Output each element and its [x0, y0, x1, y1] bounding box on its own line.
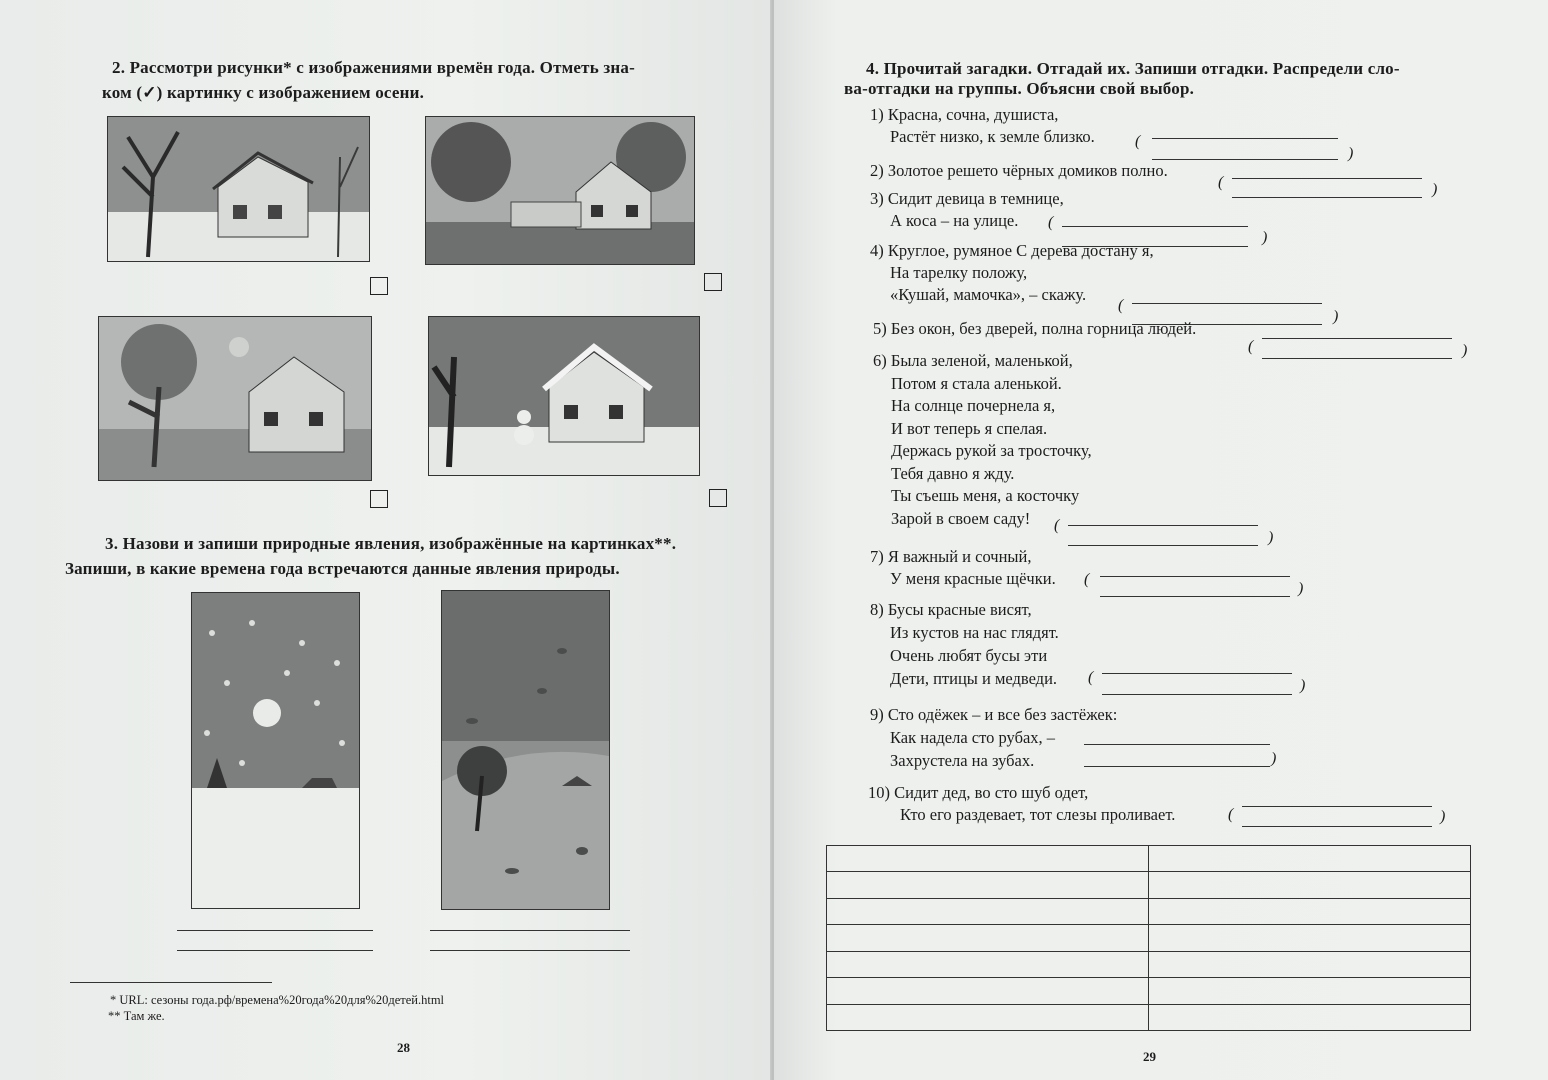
riddle-9-line-2: Как надела сто рубах, – [890, 728, 1056, 747]
answer-riddle-8b[interactable] [1102, 694, 1292, 695]
checkbox-picture-4[interactable] [709, 489, 727, 507]
riddle-2 [870, 160, 1168, 182]
paren-close-4: ) [1333, 308, 1339, 325]
answer-line-2a[interactable] [430, 930, 630, 931]
riddle-4-line-1: 4) Круглое, румяное С дерева достану я, [870, 241, 1154, 260]
paren-open-7: ( [1084, 571, 1090, 588]
riddle-3 [870, 188, 1064, 232]
riddle-6-line-8: Зарой в своем саду! [891, 508, 1031, 528]
riddle-10 [868, 782, 1175, 826]
riddle-1-line-2: Растёт низко, к земле близко. [890, 127, 1095, 146]
paren-open-10: ( [1228, 806, 1234, 823]
table-row [827, 872, 1471, 898]
answer-riddle-2a[interactable] [1232, 178, 1422, 179]
paren-open-1: ( [1135, 133, 1141, 150]
answer-riddle-9a[interactable] [1084, 744, 1270, 745]
paren-close-6: ) [1268, 529, 1274, 546]
riddle-9-line-1: 9) Сто одёжек – и все без застёжек: [870, 705, 1118, 724]
answer-riddle-2b[interactable] [1232, 197, 1422, 198]
task-2-line-1: 2. Рассмотри рисунки* с изображениями времён года. Отметь зна- [112, 58, 635, 77]
answer-riddle-7a[interactable] [1100, 576, 1290, 577]
table-cell[interactable] [1149, 978, 1471, 1004]
answer-riddle-4a[interactable] [1132, 303, 1322, 304]
table-cell[interactable] [1149, 925, 1471, 951]
table-cell[interactable] [1149, 951, 1471, 977]
table-cell[interactable] [827, 898, 1149, 924]
table-cell[interactable] [1149, 846, 1471, 872]
grouping-table [826, 845, 1471, 1031]
paren-open-8: ( [1088, 669, 1094, 686]
paren-close-10: ) [1440, 808, 1446, 825]
footnote-rule [70, 982, 272, 983]
picture-winter-house-2 [428, 316, 700, 476]
task-4-line-2: ва-отгадки на группы. Объясни свой выбор. [844, 79, 1195, 98]
answer-riddle-1a[interactable] [1152, 138, 1338, 139]
answer-line-1a[interactable] [177, 930, 373, 931]
table-cell[interactable] [827, 951, 1149, 977]
riddle-3-line-1: 3) Сидит девица в темнице, [870, 189, 1064, 208]
checkbox-picture-1[interactable] [370, 277, 388, 295]
task-2-title [102, 55, 732, 105]
paren-close-8: ) [1300, 677, 1306, 694]
paren-close-9: ) [1271, 750, 1277, 767]
table-cell[interactable] [1149, 872, 1471, 898]
picture-snowfall [191, 592, 360, 909]
table-cell[interactable] [827, 846, 1149, 872]
riddle-8-line-4: Дети, птицы и медведи. [890, 669, 1058, 688]
table-row [827, 951, 1471, 977]
riddle-10-line-1: 10) Сидит дед, во сто шуб одет, [868, 783, 1089, 802]
riddle-7-line-1: 7) Я важный и сочный, [870, 547, 1032, 566]
answer-riddle-6a[interactable] [1068, 525, 1258, 526]
riddle-9 [870, 703, 1117, 772]
answer-riddle-5b[interactable] [1262, 358, 1452, 359]
riddle-6-line-1: 6) Была зеленой, маленькой, [873, 351, 1073, 370]
paren-close-3: ) [1262, 229, 1268, 246]
table-row [827, 1004, 1471, 1030]
answer-line-2b[interactable] [430, 950, 630, 951]
picture-autumn-house [98, 316, 372, 481]
paren-open-4: ( [1118, 297, 1124, 314]
riddle-10-line-2: Кто его раздевает, тот слезы проливает. [900, 805, 1176, 824]
paren-open-2: ( [1218, 174, 1224, 191]
page-number-left: 28 [397, 1040, 410, 1055]
riddle-4-line-3: «Кушай, мамочка», – скажу. [890, 285, 1087, 304]
answer-riddle-7b[interactable] [1100, 596, 1290, 597]
page-left [0, 0, 772, 1080]
riddle-6 [873, 350, 1092, 530]
picture-winter-house-1 [107, 116, 370, 262]
table-row [827, 978, 1471, 1004]
task-3-line-2: Запиши, в какие времена года встречаются данные явления природы. [65, 559, 620, 578]
riddle-8-line-3: Очень любят бусы эти [890, 646, 1048, 665]
paren-close-5: ) [1462, 342, 1468, 359]
table-cell[interactable] [827, 1004, 1149, 1030]
answer-riddle-5a[interactable] [1262, 338, 1452, 339]
paren-open-5: ( [1248, 338, 1254, 355]
picture-summer-house [425, 116, 695, 265]
riddle-2-line-1: 2) Золотое решето чёрных домиков полно. [870, 161, 1168, 180]
riddle-6-line-6: Тебя давно я жду. [891, 463, 1015, 483]
riddle-8-line-1: 8) Бусы красные висят, [870, 600, 1032, 619]
answer-riddle-10a[interactable] [1242, 806, 1432, 807]
answer-riddle-9b[interactable] [1084, 766, 1270, 767]
answer-riddle-1b[interactable] [1152, 159, 1338, 160]
paren-open-6: ( [1054, 517, 1060, 534]
riddle-6-line-5: Держась рукой за тросточку, [891, 441, 1092, 460]
table-row [827, 925, 1471, 951]
answer-riddle-3a[interactable] [1062, 226, 1248, 227]
paren-close-7: ) [1298, 580, 1304, 597]
riddle-7 [870, 546, 1056, 590]
checkbox-picture-2[interactable] [704, 273, 722, 291]
task-3-title [65, 531, 745, 581]
footnote-1: * URL: сезоны года.рф/времена%20года%20для%20детей.html [110, 993, 445, 1007]
table-row [827, 846, 1471, 872]
riddle-8-line-2: Из кустов на нас глядят. [890, 623, 1059, 642]
task-4-line-1: 4. Прочитай загадки. Отгадай их. Запиши отгадки. Распредели сло- [866, 59, 1400, 78]
table-cell[interactable] [827, 872, 1149, 898]
riddle-5-line-1: 5) Без окон, без дверей, полна горница людей. [873, 319, 1197, 338]
paren-close-1: ) [1348, 145, 1354, 162]
task-4-title [844, 56, 1486, 98]
task-3-line-1: 3. Назови и запиши природные явления, изображённые на картинках**. [105, 534, 677, 553]
riddle-5 [873, 318, 1196, 340]
table-cell[interactable] [1149, 898, 1471, 924]
table-cell[interactable] [827, 978, 1149, 1004]
riddle-9-line-3: Захрустела на зубах. [890, 751, 1035, 770]
riddle-3-line-2: А коса – на улице. [890, 211, 1019, 230]
riddle-7-line-2: У меня красные щёчки. [890, 569, 1056, 588]
answer-line-1b[interactable] [177, 950, 373, 951]
riddle-6-line-2: Потом я стала аленькой. [891, 373, 1062, 393]
task-2-line-2: ком (✓) картинку с изображением осени. [102, 83, 425, 102]
checkbox-picture-3[interactable] [370, 490, 388, 508]
picture-autumn-wind [441, 590, 610, 910]
riddle-4 [870, 240, 1154, 306]
table-row [827, 898, 1471, 924]
riddle-6-line-7: Ты съешь меня, а косточку [891, 486, 1080, 505]
riddle-6-line-3: На солнце почернела я, [891, 396, 1056, 415]
paren-close-2: ) [1432, 181, 1438, 198]
page-number-right: 29 [1143, 1049, 1156, 1064]
answer-riddle-6b[interactable] [1068, 545, 1258, 546]
table-cell[interactable] [827, 925, 1149, 951]
riddle-8 [870, 598, 1059, 690]
riddle-1 [870, 104, 1095, 148]
riddle-4-line-2: На тарелку положу, [890, 263, 1028, 282]
answer-riddle-8a[interactable] [1102, 673, 1292, 674]
footnote-2: ** Там же. [108, 1009, 165, 1023]
table-cell[interactable] [1149, 1004, 1471, 1030]
riddle-1-line-1: 1) Красна, сочна, душиста, [870, 105, 1059, 124]
paren-open-3: ( [1048, 214, 1054, 231]
riddle-6-line-4: И вот теперь я спелая. [891, 418, 1048, 438]
answer-riddle-10b[interactable] [1242, 826, 1432, 827]
